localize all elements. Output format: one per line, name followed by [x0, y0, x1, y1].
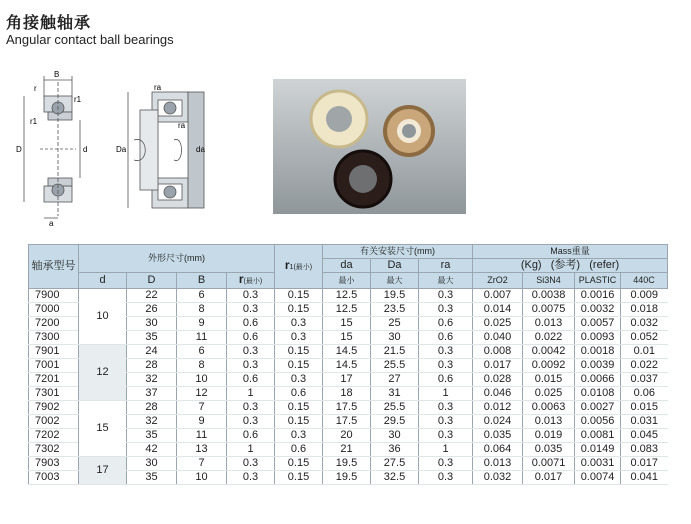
- cell-da: 18: [323, 387, 371, 401]
- header-si3n4: Si3N4: [523, 273, 575, 289]
- cell-B: 13: [177, 443, 227, 457]
- label-r1-top: r1: [74, 95, 82, 104]
- cell-model: 7003: [29, 471, 79, 485]
- cell-D: 28: [127, 401, 177, 415]
- cell-si3n4: 0.0063: [523, 401, 575, 415]
- cell-B: 10: [177, 471, 227, 485]
- cell-da: 15: [323, 331, 371, 345]
- cell-plastic: 0.0066: [575, 373, 621, 387]
- cell-ra: 0.3: [419, 303, 473, 317]
- cell-ra: 0.3: [419, 415, 473, 429]
- cell-da: 20: [323, 429, 371, 443]
- cell-r: 0.6: [227, 317, 275, 331]
- cell-c440: 0.045: [621, 429, 668, 443]
- table-body: [29, 289, 668, 485]
- cell-si3n4: 0.019: [523, 429, 575, 443]
- r-symbol: r: [238, 272, 244, 286]
- cell-Da: 30: [371, 429, 419, 443]
- cell-zro2: 0.012: [473, 401, 523, 415]
- table-row: [29, 345, 668, 359]
- cell-ra: 0.3: [419, 359, 473, 373]
- cell-da: 19.5: [323, 471, 371, 485]
- header-kg-unit: (Kg): [520, 259, 542, 271]
- cell-da: 17.5: [323, 401, 371, 415]
- cell-c440: 0.052: [621, 331, 668, 345]
- cell-B: 12: [177, 387, 227, 401]
- cell-Da: 30: [371, 331, 419, 345]
- cell-r1: 0.15: [275, 359, 323, 373]
- r1-note: (最小): [293, 264, 313, 271]
- cell-si3n4: 0.0092: [523, 359, 575, 373]
- r1-subscript: 1: [289, 264, 294, 271]
- cell-c440: 0.037: [621, 373, 668, 387]
- cell-ra: 0.3: [419, 457, 473, 471]
- cell-d-group: 10: [79, 289, 127, 345]
- header-model: 轴承型号: [29, 245, 79, 289]
- cell-D: 22: [127, 289, 177, 303]
- cell-c440: 0.06: [621, 387, 668, 401]
- label-r1-side: r1: [30, 117, 38, 126]
- cell-plastic: 0.0057: [575, 317, 621, 331]
- cell-zro2: 0.046: [473, 387, 523, 401]
- cell-zro2: 0.024: [473, 415, 523, 429]
- cell-zro2: 0.040: [473, 331, 523, 345]
- cell-c440: 0.01: [621, 345, 668, 359]
- cell-si3n4: 0.013: [523, 317, 575, 331]
- cell-c440: 0.032: [621, 317, 668, 331]
- cell-model: 7302: [29, 443, 79, 457]
- cell-ra: 1: [419, 387, 473, 401]
- cell-B: 6: [177, 345, 227, 359]
- cell-model: 7001: [29, 359, 79, 373]
- cell-r1: 0.6: [275, 387, 323, 401]
- cell-r: 0.3: [227, 289, 275, 303]
- installation-dimension-diagram: [114, 80, 214, 220]
- cell-model: 7202: [29, 429, 79, 443]
- cell-ra: 0.3: [419, 471, 473, 485]
- cell-ra: 0.3: [419, 289, 473, 303]
- cell-B: 8: [177, 303, 227, 317]
- cell-r: 1: [227, 387, 275, 401]
- cell-Da: 36: [371, 443, 419, 457]
- cell-da: 12.5: [323, 289, 371, 303]
- header-r: [227, 273, 275, 289]
- header-d: d: [79, 273, 127, 289]
- header-440c: 440C: [621, 273, 668, 289]
- header-da: da: [323, 259, 371, 273]
- header-B: B: [177, 273, 227, 289]
- header-mass: Mass重量: [473, 245, 668, 259]
- cell-D: 42: [127, 443, 177, 457]
- cell-si3n4: 0.0038: [523, 289, 575, 303]
- cell-da: 14.5: [323, 345, 371, 359]
- cell-si3n4: 0.025: [523, 387, 575, 401]
- cell-model: 7000: [29, 303, 79, 317]
- cell-zro2: 0.007: [473, 289, 523, 303]
- header-Da-max: 最大: [371, 273, 419, 289]
- cell-D: 37: [127, 387, 177, 401]
- cell-r1: 0.3: [275, 429, 323, 443]
- header-install: 有关安装尺寸(mm): [323, 245, 473, 259]
- label-d: d: [83, 145, 88, 154]
- cell-Da: 27.5: [371, 457, 419, 471]
- bearing-photo-icon: [273, 79, 466, 214]
- cell-plastic: 0.0039: [575, 359, 621, 373]
- table-row: [29, 289, 668, 303]
- label-da: da: [196, 145, 205, 154]
- table-row: [29, 457, 668, 471]
- table-row: [29, 401, 668, 415]
- cell-ra: 0.3: [419, 401, 473, 415]
- cell-r: 0.3: [227, 359, 275, 373]
- cell-Da: 19.5: [371, 289, 419, 303]
- label-D: D: [16, 145, 22, 154]
- header-ra-max: 最大: [419, 273, 473, 289]
- cell-D: 35: [127, 429, 177, 443]
- cell-c440: 0.031: [621, 415, 668, 429]
- cell-Da: 32.5: [371, 471, 419, 485]
- label-ra-top: ra: [154, 83, 162, 92]
- page-title: 角接触轴承: [6, 15, 92, 32]
- cell-zro2: 0.028: [473, 373, 523, 387]
- cell-B: 8: [177, 359, 227, 373]
- cell-model: 7002: [29, 415, 79, 429]
- cell-zro2: 0.032: [473, 471, 523, 485]
- cell-d-group: 17: [79, 457, 127, 485]
- header-kg: [473, 259, 668, 273]
- header-ref-en: (refer): [589, 259, 620, 271]
- cell-si3n4: 0.035: [523, 443, 575, 457]
- cell-B: 7: [177, 457, 227, 471]
- cell-r1: 0.3: [275, 373, 323, 387]
- cell-B: 9: [177, 317, 227, 331]
- cell-Da: 23.5: [371, 303, 419, 317]
- cell-r1: 0.15: [275, 415, 323, 429]
- header-zro2: ZrO2: [473, 273, 523, 289]
- cell-B: 10: [177, 373, 227, 387]
- cell-zro2: 0.064: [473, 443, 523, 457]
- cell-r1: 0.15: [275, 471, 323, 485]
- cell-plastic: 0.0056: [575, 415, 621, 429]
- cell-Da: 25: [371, 317, 419, 331]
- header-da-min: 最小: [323, 273, 371, 289]
- cell-model: 7300: [29, 331, 79, 345]
- cell-si3n4: 0.013: [523, 415, 575, 429]
- label-B: B: [54, 70, 60, 79]
- cell-model: 7902: [29, 401, 79, 415]
- cell-r1: 0.15: [275, 401, 323, 415]
- cell-d-group: 15: [79, 401, 127, 457]
- cell-ra: 0.3: [419, 345, 473, 359]
- cell-r1: 0.6: [275, 443, 323, 457]
- cell-zro2: 0.008: [473, 345, 523, 359]
- cell-da: 19.5: [323, 457, 371, 471]
- cell-si3n4: 0.015: [523, 373, 575, 387]
- cell-da: 17.5: [323, 415, 371, 429]
- cell-si3n4: 0.0075: [523, 303, 575, 317]
- cell-Da: 25.5: [371, 359, 419, 373]
- cell-B: 11: [177, 429, 227, 443]
- cell-r1: 0.15: [275, 289, 323, 303]
- cell-D: 35: [127, 331, 177, 345]
- cell-si3n4: 0.017: [523, 471, 575, 485]
- cell-r1: 0.15: [275, 345, 323, 359]
- cell-da: 14.5: [323, 359, 371, 373]
- label-ra-side: ra: [178, 121, 186, 130]
- cell-plastic: 0.0108: [575, 387, 621, 401]
- cell-r: 0.6: [227, 331, 275, 345]
- cell-model: 7901: [29, 345, 79, 359]
- cell-r: 0.6: [227, 429, 275, 443]
- cell-r: 0.3: [227, 401, 275, 415]
- r1-symbol: r: [284, 258, 290, 272]
- label-a: a: [49, 219, 54, 228]
- label-Da: Da: [116, 145, 127, 154]
- cell-ra: 0.6: [419, 373, 473, 387]
- cell-D: 32: [127, 415, 177, 429]
- header-dims: 外形尺寸(mm): [79, 245, 275, 273]
- cell-plastic: 0.0081: [575, 429, 621, 443]
- cell-plastic: 0.0027: [575, 401, 621, 415]
- cell-plastic: 0.0074: [575, 471, 621, 485]
- cell-Da: 29.5: [371, 415, 419, 429]
- cell-D: 30: [127, 457, 177, 471]
- cell-zro2: 0.017: [473, 359, 523, 373]
- bearing-table: [28, 244, 668, 485]
- cell-plastic: 0.0031: [575, 457, 621, 471]
- cell-r1: 0.15: [275, 303, 323, 317]
- cell-ra: 0.3: [419, 429, 473, 443]
- cell-zro2: 0.014: [473, 303, 523, 317]
- cell-r: 1: [227, 443, 275, 457]
- cell-si3n4: 0.0042: [523, 345, 575, 359]
- cell-D: 32: [127, 373, 177, 387]
- cell-r1: 0.3: [275, 317, 323, 331]
- cell-Da: 21.5: [371, 345, 419, 359]
- cell-c440: 0.022: [621, 359, 668, 373]
- cell-si3n4: 0.022: [523, 331, 575, 345]
- cell-c440: 0.015: [621, 401, 668, 415]
- cell-c440: 0.017: [621, 457, 668, 471]
- cell-ra: 0.6: [419, 331, 473, 345]
- header-Da: Da: [371, 259, 419, 273]
- page-subtitle: Angular contact ball bearings: [6, 32, 174, 47]
- cell-c440: 0.018: [621, 303, 668, 317]
- cell-zro2: 0.025: [473, 317, 523, 331]
- header-ra: ra: [419, 259, 473, 273]
- cell-zro2: 0.013: [473, 457, 523, 471]
- cell-da: 15: [323, 317, 371, 331]
- cell-model: 7900: [29, 289, 79, 303]
- cell-r: 0.3: [227, 415, 275, 429]
- cell-r: 0.3: [227, 303, 275, 317]
- cell-Da: 25.5: [371, 401, 419, 415]
- cell-zro2: 0.035: [473, 429, 523, 443]
- header-plastic: PLASTIC: [575, 273, 621, 289]
- cell-Da: 27: [371, 373, 419, 387]
- cell-Da: 31: [371, 387, 419, 401]
- cell-c440: 0.083: [621, 443, 668, 457]
- label-r: r: [34, 84, 37, 93]
- cell-c440: 0.009: [621, 289, 668, 303]
- cell-r1: 0.15: [275, 457, 323, 471]
- cell-D: 35: [127, 471, 177, 485]
- cell-model: 7200: [29, 317, 79, 331]
- cell-B: 9: [177, 415, 227, 429]
- header-ref-cn: (参考): [550, 259, 581, 271]
- cell-model: 7903: [29, 457, 79, 471]
- cell-model: 7201: [29, 373, 79, 387]
- cell-B: 11: [177, 331, 227, 345]
- cell-plastic: 0.0018: [575, 345, 621, 359]
- cell-model: 7301: [29, 387, 79, 401]
- cell-plastic: 0.0093: [575, 331, 621, 345]
- cell-plastic: 0.0032: [575, 303, 621, 317]
- cell-plastic: 0.0149: [575, 443, 621, 457]
- cell-r: 0.3: [227, 345, 275, 359]
- r-note: (最小): [243, 278, 263, 285]
- cell-plastic: 0.0016: [575, 289, 621, 303]
- header-r1: [275, 245, 323, 289]
- cell-B: 6: [177, 289, 227, 303]
- bearing-dimension-diagram: [14, 68, 94, 228]
- cell-da: 17: [323, 373, 371, 387]
- cell-D: 28: [127, 359, 177, 373]
- cell-d-group: 12: [79, 345, 127, 401]
- cell-D: 24: [127, 345, 177, 359]
- cell-B: 7: [177, 401, 227, 415]
- cell-r: 0.3: [227, 457, 275, 471]
- cell-r: 0.6: [227, 373, 275, 387]
- cell-ra: 0.6: [419, 317, 473, 331]
- cell-da: 21: [323, 443, 371, 457]
- header-D: D: [127, 273, 177, 289]
- cell-D: 30: [127, 317, 177, 331]
- cell-da: 12.5: [323, 303, 371, 317]
- cell-D: 26: [127, 303, 177, 317]
- cell-c440: 0.041: [621, 471, 668, 485]
- cell-r: 0.3: [227, 471, 275, 485]
- cell-ra: 1: [419, 443, 473, 457]
- cell-r1: 0.3: [275, 331, 323, 345]
- cell-si3n4: 0.0071: [523, 457, 575, 471]
